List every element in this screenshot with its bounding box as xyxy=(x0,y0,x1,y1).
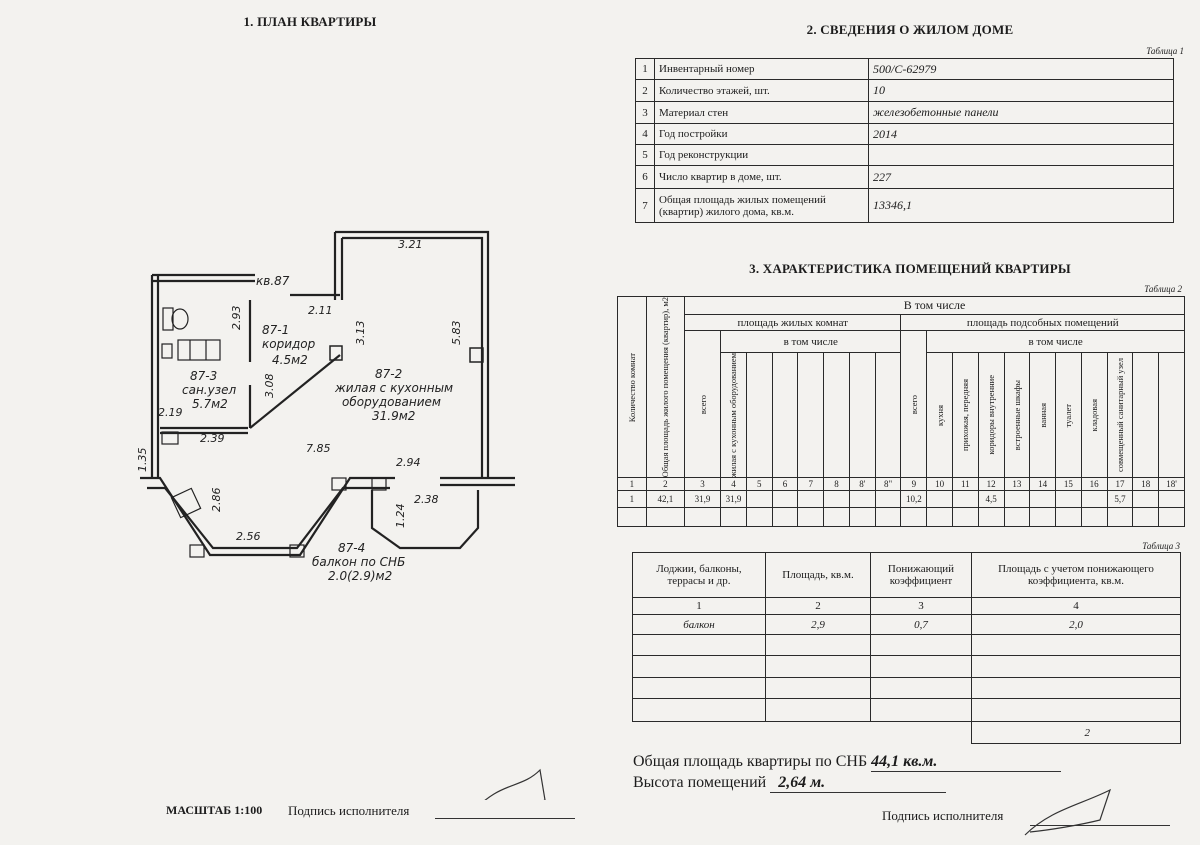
balcony-table: Лоджии, балконы, террасы и др. Площадь, кв.м. Понижающий коэффициент Площадь с учетом понижающего коэффициента, кв.м. 1 2 3 4 балкон 2,9 0,7 2,0 2 xyxy=(632,552,1181,744)
room-87-4-area: 2.0(2.9)м2 xyxy=(328,569,393,583)
table3-caption: Таблица 3 xyxy=(1142,541,1180,551)
total-area-line xyxy=(633,753,1061,772)
dim: 2.94 xyxy=(396,456,421,469)
table-row: 2 Количество этажей, шт. 10 xyxy=(636,80,1174,102)
dim: 2.19 xyxy=(158,406,183,419)
dim: 2.86 xyxy=(210,487,223,512)
table-row: 4 Год постройки 2014 xyxy=(636,124,1174,145)
table-row: 1 42,1 31,9 31,9 10,2 4,5 5,7 xyxy=(618,491,1185,508)
dim: 1.35 xyxy=(136,447,149,472)
plan-signature-label: Подпись исполнителя xyxy=(288,803,410,818)
total-area-label: Общая площадь квартиры по СНБ xyxy=(633,753,868,770)
table1-caption: Таблица 1 xyxy=(1146,46,1184,56)
room-87-2-name2: оборудованием xyxy=(342,395,441,409)
floor-plan xyxy=(0,0,600,800)
table-row xyxy=(618,508,1185,527)
height-label: Высота помещений xyxy=(633,774,767,791)
table-row: 5 Год реконструкции xyxy=(636,145,1174,166)
table-row: 6 Число квартир в доме, шт. 227 xyxy=(636,166,1174,189)
dim: 2.56 xyxy=(236,530,261,543)
height-line xyxy=(633,774,946,793)
rooms-table: Количество комнат Общая площадь жилого помещения (квартир), м2 В том числе площадь жилых комнат площадь подсобных помещений всего в том числе всего в том числе жилая с кухонным оборудованием кухня прихожая, передняя коридоры внутренние встроенные шкафы ванная туалет кладовая совмещенный санитарный узел 1 2 3 4 5 6 7 8 8' 8" 9 10 11 12 13 14 15 16 17 18 18' 1 42,1 31,9 31,9 10,2 4,5 5,7 xyxy=(617,296,1185,527)
room-87-4-id: 87-4 xyxy=(338,541,366,555)
room-87-3-id: 87-3 xyxy=(190,369,218,383)
footer-signature-label: Подпись исполнителя xyxy=(882,808,1004,823)
room-87-3-area: 5.7м2 xyxy=(192,397,228,411)
dim: 2.93 xyxy=(230,305,243,330)
table2-caption: Таблица 2 xyxy=(1144,284,1182,294)
table-row: балкон 2,9 0,7 2,0 xyxy=(633,615,1181,635)
house-title: 2. СВЕДЕНИЯ О ЖИЛОМ ДОМЕ xyxy=(806,22,1014,37)
plan-title: 1. ПЛАН КВАРТИРЫ xyxy=(243,14,377,29)
dim: 1.24 xyxy=(394,503,407,528)
signature-scribble xyxy=(1010,780,1140,840)
table-row: 3 Материал стен железобетонные панели xyxy=(636,102,1174,124)
table-row: 1 Инвентарный номер 500/С-62979 xyxy=(636,59,1174,80)
room-87-4-name: балкон по СНБ xyxy=(312,555,406,569)
room-87-1-area: 4.5м2 xyxy=(272,353,308,367)
room-87-2-name1: жилая с кухонным xyxy=(335,381,454,395)
room-87-3-name: сан.узел xyxy=(182,383,237,397)
room-87-2-area: 31.9м2 xyxy=(372,409,416,423)
plan-scale: МАСШТАБ 1:100 xyxy=(166,803,263,817)
dim: 3.13 xyxy=(354,320,367,345)
house-table xyxy=(635,58,1174,223)
table-row: 2 xyxy=(633,722,1181,744)
room-87-2-id: 87-2 xyxy=(375,367,403,381)
dim: 5.83 xyxy=(450,320,463,345)
dim: 2.11 xyxy=(308,304,333,317)
room-87-1-id: 87-1 xyxy=(262,323,290,337)
table-row: 1 2 3 4 xyxy=(633,598,1181,615)
plan-signature-line xyxy=(435,818,575,819)
dim: 3.21 xyxy=(398,238,423,251)
dim: 3.08 xyxy=(263,373,276,398)
table-row: 7 Общая площадь жилых помещений (квартир) жилого дома, кв.м. 13346,1 xyxy=(636,189,1174,223)
room-87-1-name: коридор xyxy=(262,337,316,351)
height-value: 2,64 м. xyxy=(770,774,946,793)
rooms-table-title: 3. ХАРАКТЕРИСТИКА ПОМЕЩЕНИЙ КВАРТИРЫ xyxy=(749,261,1071,276)
dim: 7.85 xyxy=(306,442,331,455)
dim: 2.38 xyxy=(414,493,439,506)
table-row: 1 2 3 4 5 6 7 8 8' 8" 9 10 11 12 13 14 15 16 17 18 18' xyxy=(618,478,1185,491)
total-area-value: 44,1 кв.м. xyxy=(871,753,1061,772)
dim: 2.39 xyxy=(200,432,225,445)
plan-apt-label: кв.87 xyxy=(256,274,290,288)
